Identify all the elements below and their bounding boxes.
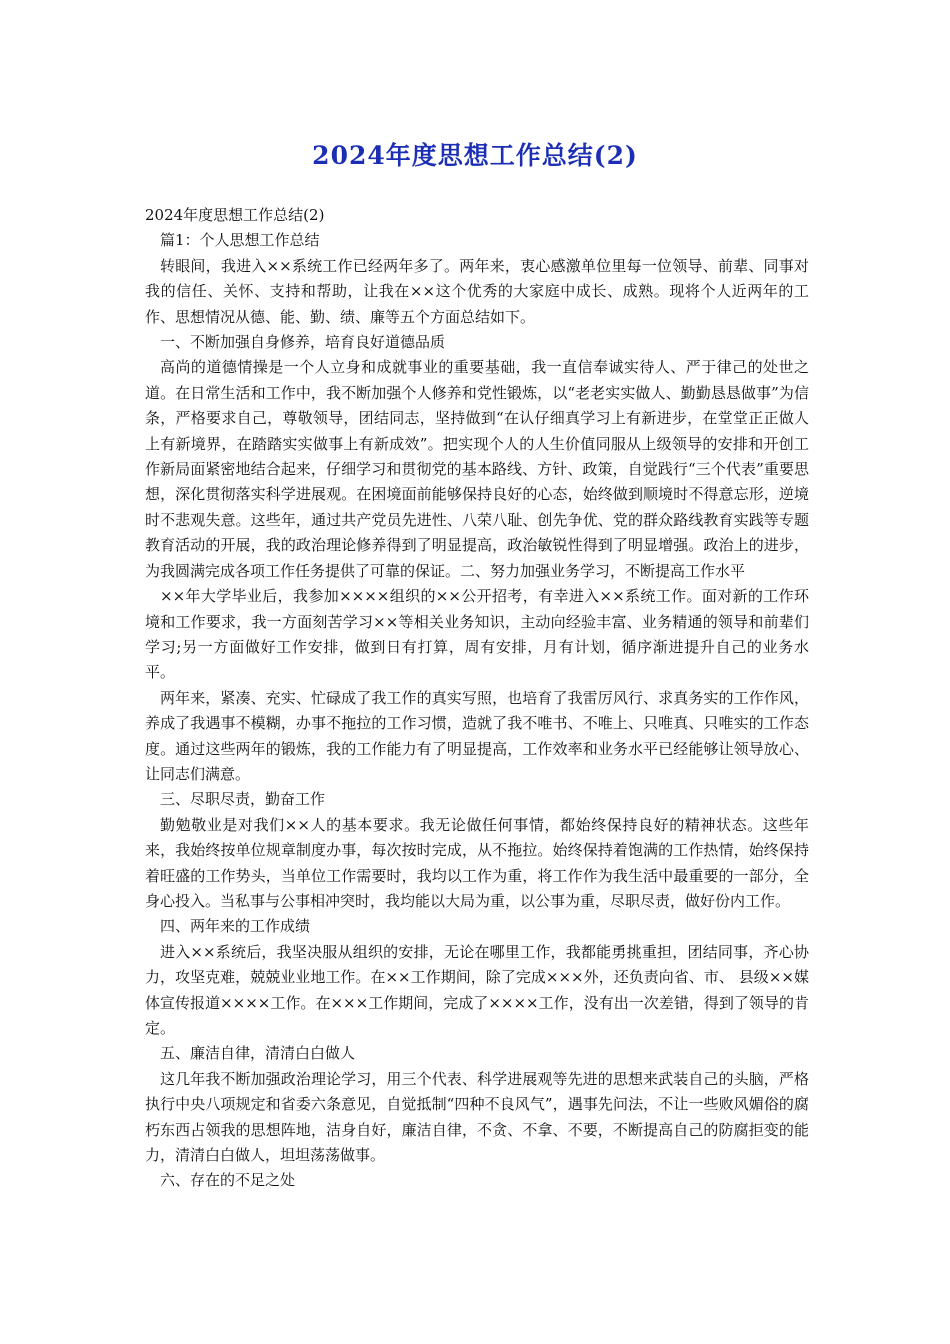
body-paragraph: 高尚的道德情操是一个人立身和成就事业的重要基础，我一直信奉诚实待人、严于律己的处世之道。在日常生活和工作中，我不断加强个人修养和党性锻炼，以“老老实实做人、勤勤恳恳做事”为信条，严格要求自己，尊敬领导，团结同志，坚持做到“在认仔细真学习上有新进步，在堂堂正正做人上有新境界，在踏踏实实做事上有新成效”。把实现个人的人生价值同服从上级领导的安排和开创工作新局面紧密地结合起来，仔细学习和贯彻党的基本路线、方针、政策，自觉践行“三个代表”重要思想，深化贯彻落实科学进展观。在困境面前能够保持良好的心态，始终做到顺境时不得意忘形，逆境时不悲观失意。这些年，通过共产党员先进性、八荣八耻、创先争优、党的群众路线教育实践等专题教育活动的开展，我的政治理论修养得到了明显提高，政治敏锐性得到了明显增强。政治上的进步，为我圆满完成各项工作任务提供了可靠的保证。二、努力加强业务学习，不断提高工作水平: [145, 358, 809, 580]
body-paragraph: 这几年我不断加强政治理论学习，用三个代表、科学进展观等先进的思想来武装自己的头脑，严格执行中央八项规定和省委六条意见，自觉抵制“四种不良风气”，遇事先问法，不让一些败风媚俗的腐朽东西占领我的思想阵地，洁身自好，廉洁自律，不贪、不拿、不要，不断提高自己的防腐拒变的能力，清清白白做人，坦坦荡荡做事。: [145, 1069, 809, 1165]
document-body: [145, 203, 809, 1194]
body-paragraph: ××年大学毕业后，我参加××××组织的××公开招考，有幸进入××系统工作。面对新的工作环境和工作要求，我一方面刻苦学习××等相关业务知识，主动向经验丰富、业务精通的领导和前辈们学习;另一方面做好工作安排，做到日有打算，周有安排，月有计划，循序渐进提升自己的业务水平。: [145, 587, 809, 682]
section-heading: 篇1：个人思想工作总结: [160, 231, 320, 250]
section-heading: 四、两年来的工作成绩: [160, 917, 311, 936]
section-heading: 一、不断加强自身修养，培育良好道德品质: [160, 333, 446, 352]
body-paragraph: 进入××系统后，我坚决服从组织的安排，无论在哪里工作，我都能勇挑重担，团结同事，齐心协力，攻坚克难，兢兢业业地工作。在××工作期间，除了完成×××外，还负责向省、市、 县级××媒体宣传报道××××工作。在×××工作期间，完成了××××工作，没有出一次差错，得到了领导的肯定。: [145, 942, 809, 1037]
section-heading: 五、廉洁自律，清清白白做人: [160, 1044, 356, 1063]
body-paragraph: 转眼间，我进入××系统工作已经两年多了。两年来，衷心感激单位里每一位领导、前辈、同事对我的信任、关怀、支持和帮助，让我在××这个优秀的大家庭中成长、成熟。现将个人近两年的工作、思想情况从德、能、勤、绩、廉等五个方面总结如下。: [145, 256, 809, 326]
section-heading: 六、存在的不足之处: [160, 1171, 296, 1190]
document-title: 2024年度思想工作总结(2): [312, 141, 638, 170]
section-heading: 三、尽职尽责，勤奋工作: [160, 790, 326, 809]
body-paragraph: 勤勉敬业是对我们××人的基本要求。我无论做任何事情，都始终保持良好的精神状态。这些年来，我始终按单位规章制度办事，每次按时完成，从不拖拉。始终保持着饱满的工作热情，始终保持着旺盛的工作势头，当单位工作需要时，我均以工作为重，将工作作为我生活中最重要的一部分，全身心投入。当私事与公事相冲突时，我均能以大局为重，以公事为重，尽职尽责，做好份内工作。: [145, 815, 809, 910]
document-subtitle: 2024年度思想工作总结(2): [145, 206, 325, 224]
body-paragraph: 两年来，紧凑、充实、忙碌成了我工作的真实写照，也培育了我雷厉风行、求真务实的工作作风，养成了我遇事不模糊，办事不拖拉的工作习惯，造就了我不唯书、不唯上、只唯真、只唯实的工作态度。通过这些两年的锻炼，我的工作能力有了明显提高，工作效率和业务水平已经能够让领导放心、让同志们满意。: [145, 688, 809, 783]
